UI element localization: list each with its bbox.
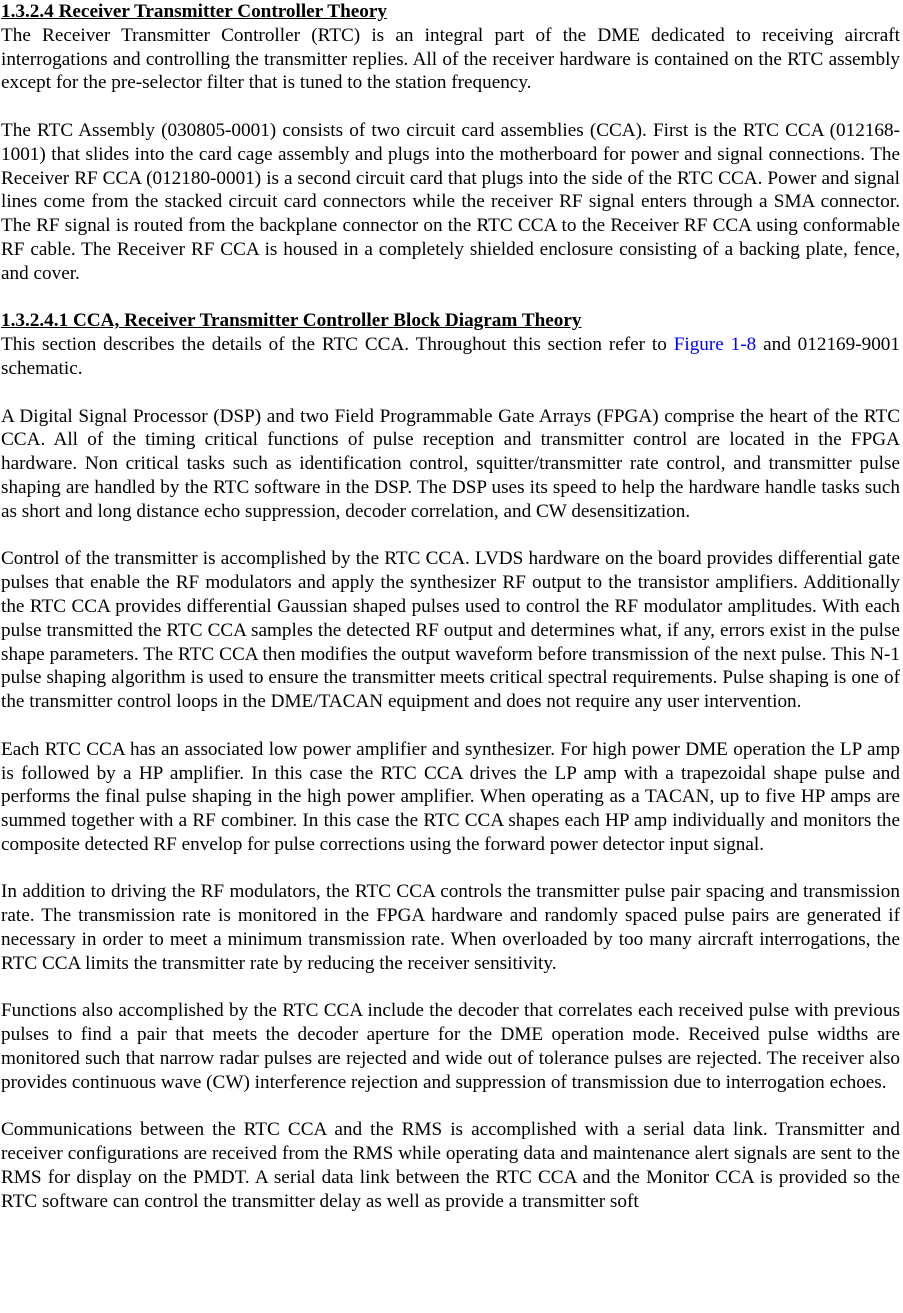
paragraph-section-description — [1, 333, 900, 381]
paragraph-amplifiers: Each RTC CCA has an associated low power amplifier and synthesizer. For high power DME operation the LP amp is followed by a HP amplifier. In this case the RTC CCA drives the LP amp with a trapezoidal shape pulse and performs the final pulse shaping in the high power amplifier. When operating as a TACAN, up to five HP amps are summed together with a RF combiner. In this case the RTC CCA shapes each HP amp individually and monitors the composite detected RF envelop for pulse corrections using the forward power detector input signal. — [1, 738, 900, 855]
section-heading-rtc-theory: 1.3.2.4 Receiver Transmitter Controller Theory — [1, 1, 387, 22]
section-description-text-end: and 012169-9001 schematic. — [1, 334, 900, 379]
paragraph-decoder-functions: Functions also accomplished by the RTC CCA include the decoder that correlates each received pulse with previous pulses to find a pair that meets the decoder aperture for the DME operation mode. Received pulse widths are monitored such that narrow radar pulses are rejected and wide out of tolerance pulses are rejected. The receiver also provides continuous wave (CW) interference rejection and suppression of transmission due to interrogation echoes. — [1, 1000, 900, 1093]
paragraph-rtc-intro: The Receiver Transmitter Controller (RTC) is an integral part of the DME dedicated to receiving aircraft interrogations and controlling the transmitter replies. All of the receiver hardware is contained on the RTC assembly except for the pre-selector filter that is tuned to the station frequency. — [1, 24, 900, 94]
paragraph-transmitter-control: Control of the transmitter is accomplished by the RTC CCA. LVDS hardware on the board provides differential gate pulses that enable the RF modulators and apply the synthesizer RF output to the transistor amplifiers. Additionally the RTC CCA provides differential Gaussian shaped pulses used to control the RF modulator amplitudes. With each pulse transmitted the RTC CCA samples the detected RF output and determines what, if any, errors exist in the pulse shape parameters. The RTC CCA then modifies the output waveform before transmission of the next pulse. This N-1 pulse shaping algorithm is used to ensure the transmitter meets critical spectral requirements. Pulse shaping is one of the transmitter control loops in the DME/TACAN equipment and does not require any user intervention. — [1, 548, 900, 713]
section-heading-block-diagram: 1.3.2.4.1 CCA, Receiver Transmitter Controller Block Diagram Theory — [1, 310, 582, 332]
paragraph-pulse-spacing: In addition to driving the RF modulators, the RTC CCA controls the transmitter pulse pair spacing and transmission rate. The transmission rate is monitored in the FPGA hardware and randomly spaced pulse pairs are generated if necessary in order to meet a minimum transmission rate. When overloaded by too many aircraft interrogations, the RTC CCA limits the transmitter rate by reducing the receiver sensitivity. — [1, 881, 900, 974]
figure-1-8-link[interactable]: Figure 1-8 — [673, 334, 757, 356]
section-description-text: This section describes the details of the RTC CCA. Throughout this section refer to — [1, 334, 674, 356]
paragraph-dsp-fpga: A Digital Signal Processor (DSP) and two Field Programmable Gate Arrays (FPGA) comprise the heart of the RTC CCA. All of the timing critical functions of pulse reception and transmitter control are located in the FPGA hardware. Non critical tasks such as identification control, squitter/transmitter rate control, and transmitter pulse shaping are handled by the RTC software in the DSP. The DSP uses its speed to help the hardware handle tasks such as short and long distance echo suppression, decoder correlation, and CW desensitization. — [1, 405, 900, 522]
paragraph-communications: Communications between the RTC CCA and the RMS is accomplished with a serial data link. Transmitter and receiver configurations are received from the RMS while operating data and maintenance alert signals are sent to the RMS for display on the PMDT. A serial data link between the RTC CCA and the Monitor CCA is provided so the RTC software can control the transmitter delay as well as provide a transmitter soft — [1, 1119, 900, 1212]
document-page — [1, 0, 900, 1214]
paragraph-rtc-assembly: The RTC Assembly (030805-0001) consists of two circuit card assemblies (CCA). First is the RTC CCA (012168-1001) that slides into the card cage assembly and plugs into the motherboard for power and signal connections. The Receiver RF CCA (012180-0001) is a second circuit card that plugs into the side of the RTC CCA. Power and signal lines come from the stacked circuit card connectors while the receiver RF signal enters through a SMA connector. The RF signal is routed from the backplane connector on the RTC CCA to the Receiver RF CCA using conformable RF cable. The Receiver RF CCA is housed in a completely shielded enclosure consisting of a backing plate, fence, and cover. — [1, 119, 900, 284]
